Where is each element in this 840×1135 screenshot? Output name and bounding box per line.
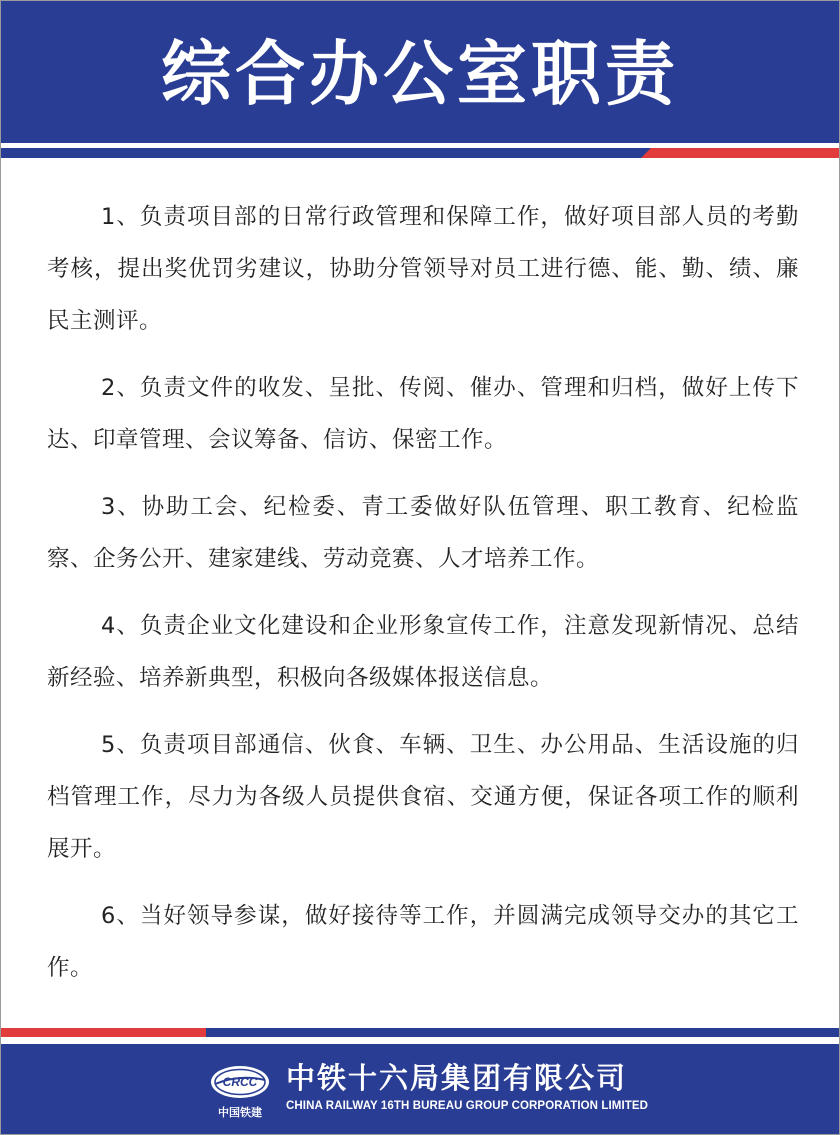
duty-item-6: 6、当好领导参谋，做好接待等工作，并圆满完成领导交办的其它工作。 (47, 903, 799, 981)
duty-item-5: 5、负责项目部通信、伙食、车辆、卫生、办公用品、生活设施的归档管理工作，尽力为各级人员提供食宿、交通方便，保证各项工作的顺利展开。 (47, 732, 799, 862)
crcc-logo (206, 1062, 274, 1126)
crcc-logo-icon (206, 1062, 274, 1102)
duty-item-2: 2、负责文件的收发、呈批、传阅、催办、管理和归档，做好上传下达、印章管理、会议筹备、信访、保密工作。 (47, 375, 799, 453)
header-divider-red (641, 148, 839, 158)
duty-item-3: 3、协助工会、纪检委、青工委做好队伍管理、职工教育、纪检监察、企务公开、建家建线、劳动竞赛、人才培养工作。 (47, 494, 799, 572)
header-band (1, 1, 839, 143)
footer-divider-red (1, 1028, 221, 1037)
footer-band (1, 1044, 839, 1134)
logo-wordmark: CRCC (222, 1075, 258, 1089)
company-name-en: CHINA RAILWAY 16TH BUREAU GROUP CORPORATION LIMITED (286, 1100, 649, 1112)
duties-list (47, 191, 799, 1009)
page-title: 综合办公室职责 (161, 33, 679, 115)
header-divider-blue (1, 148, 661, 158)
footer-divider-blue (206, 1028, 839, 1037)
company-name-cn: 中铁十六局集团有限公司 (286, 1061, 628, 1095)
duty-item-1: 1、负责项目部的日常行政管理和保障工作，做好项目部人员的考勤考核，提出奖优罚劣建议，协助分管领导对员工进行德、能、勤、绩、廉民主测评。 (47, 204, 799, 334)
logo-caption: 中国铁建 (218, 1106, 262, 1119)
duty-item-4: 4、负责企业文化建设和企业形象宣传工作，注意发现新情况、总结新经验、培养新典型，积极向各级媒体报送信息。 (47, 613, 799, 691)
